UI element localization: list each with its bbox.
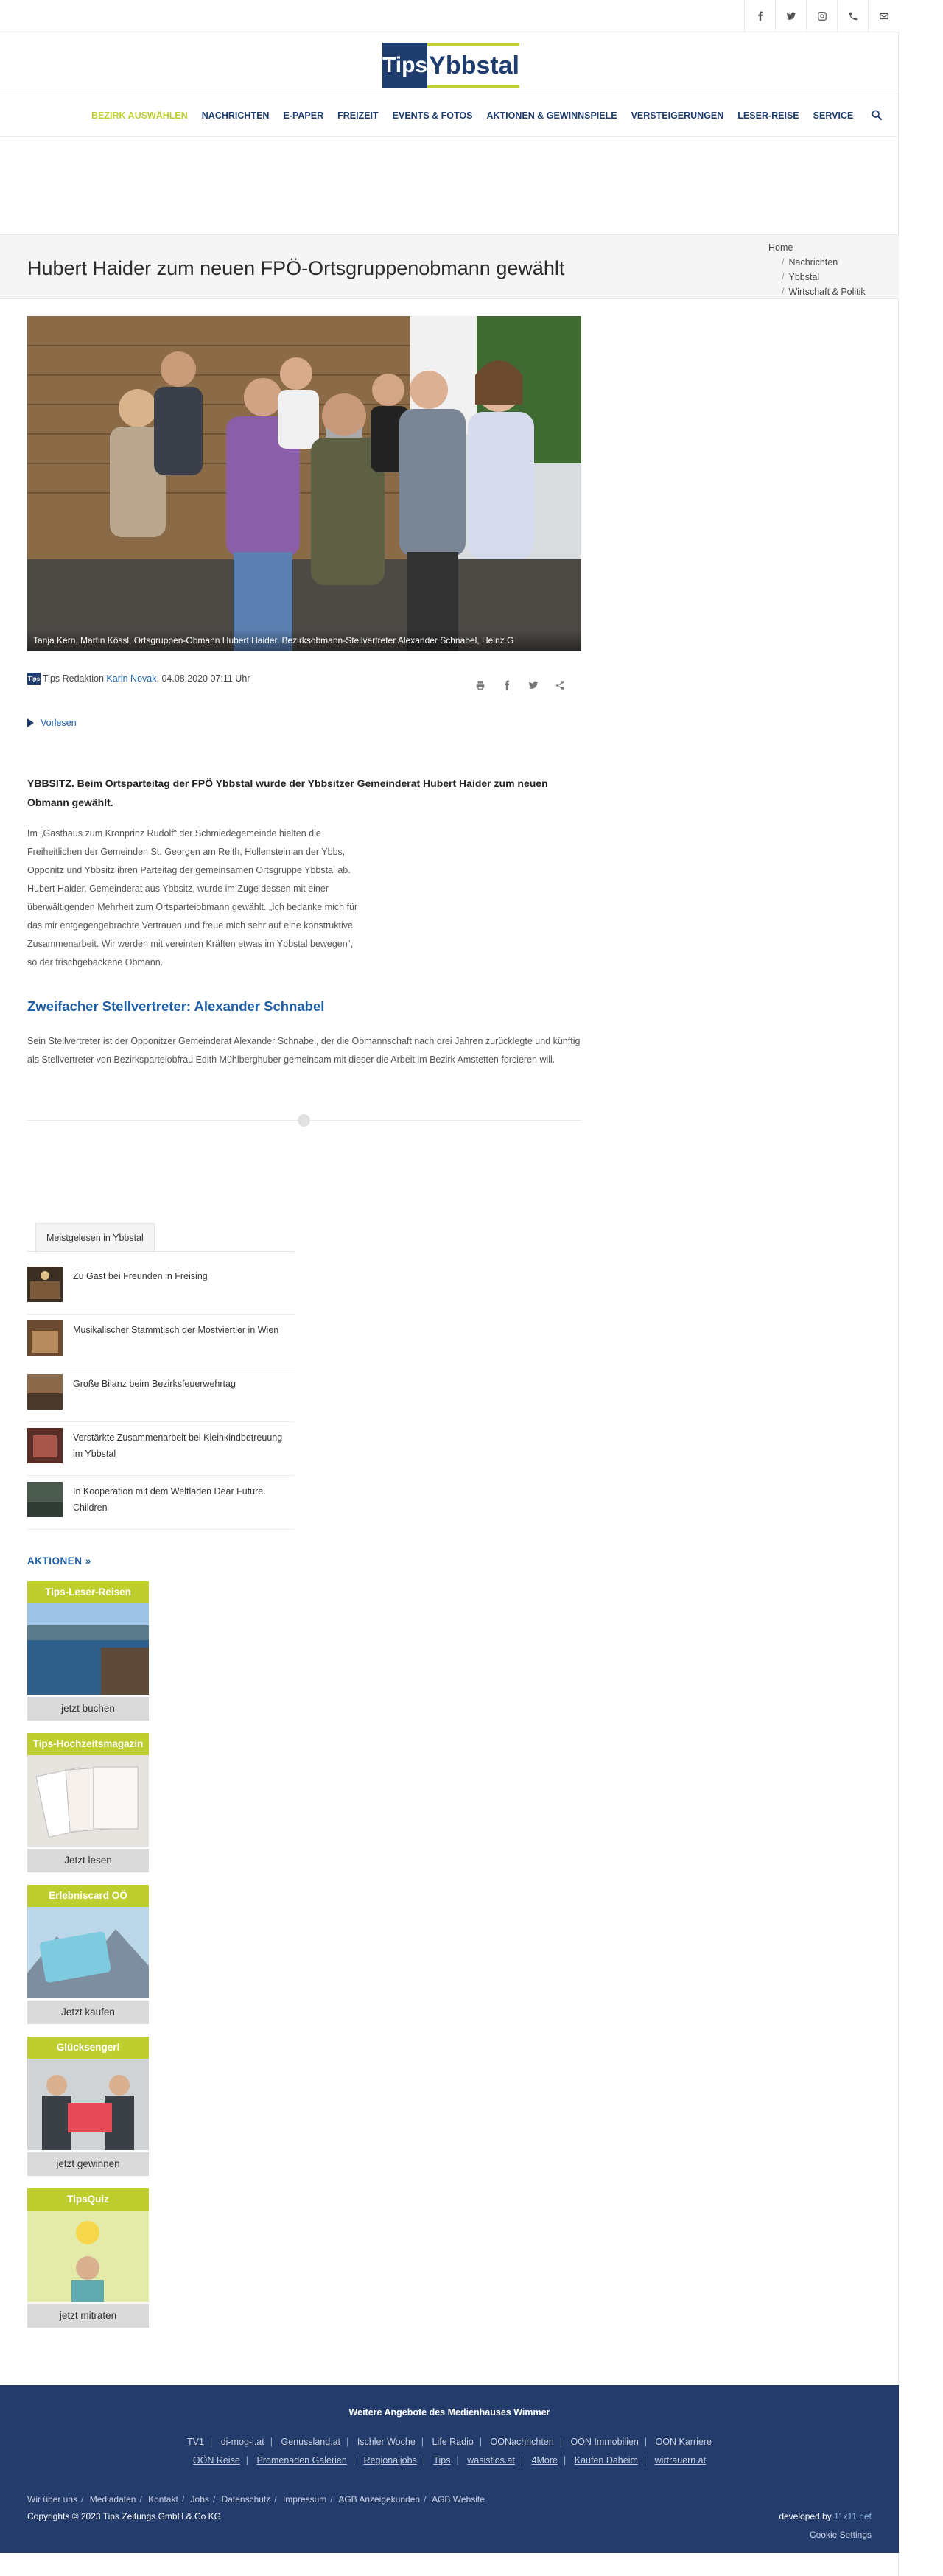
article-subheading: Zweifacher Stellvertreter: Alexander Schnabel bbox=[27, 998, 325, 1014]
promo-image bbox=[27, 1907, 149, 1998]
print-icon[interactable] bbox=[467, 676, 494, 694]
site-logo[interactable] bbox=[382, 43, 519, 88]
promo-title: Erlebniscard OÖ bbox=[27, 1885, 149, 1907]
footer-link[interactable]: TV1 bbox=[187, 2437, 204, 2447]
instagram-icon[interactable] bbox=[806, 0, 837, 32]
main-navigation bbox=[0, 94, 899, 137]
breadcrumb-home[interactable]: Home bbox=[768, 242, 793, 253]
aktionen-heading[interactable]: AKTIONEN » bbox=[27, 1555, 91, 1567]
promo-image bbox=[27, 1603, 149, 1695]
nav-item-nachrichten[interactable]: NACHRICHTEN bbox=[201, 111, 270, 121]
article-lead: YBBSITZ. Beim Ortsparteitag der FPÖ Ybbstal wurde der Ybbsitzer Gemeinderat Hubert Haider zum neuen Obmann gewählt. bbox=[27, 777, 548, 808]
promo-card-erlebniscard[interactable] bbox=[27, 1885, 149, 2024]
list-item[interactable] bbox=[27, 1368, 294, 1422]
breadcrumb-ybbstal[interactable]: Ybbstal bbox=[788, 272, 820, 282]
facebook-share-icon[interactable] bbox=[494, 676, 520, 694]
thumbnail-image bbox=[27, 1374, 63, 1410]
footer-heading: Weitere Angebote des Medienhauses Wimmer bbox=[348, 2407, 550, 2418]
author-link[interactable]: Karin Novak bbox=[106, 673, 157, 684]
share-icon[interactable] bbox=[547, 676, 573, 694]
copyright: Copyrights © 2023 Tips Zeitungs GmbH & Co KG bbox=[27, 2511, 221, 2521]
list-item-title: Zu Gast bei Freunden in Freising bbox=[73, 1271, 208, 1281]
phone-icon[interactable] bbox=[837, 0, 868, 32]
promo-image bbox=[27, 1755, 149, 1847]
page-title: Hubert Haider zum neuen FPÖ-Ortsgruppenobmann gewählt bbox=[27, 257, 565, 279]
developer-prefix: developed by bbox=[779, 2511, 835, 2521]
footer-link[interactable]: Impressum bbox=[282, 2494, 327, 2505]
breadcrumb-wirtschaft-politik[interactable]: Wirtschaft & Politik bbox=[788, 287, 866, 297]
most-read-list bbox=[27, 1261, 294, 1530]
list-item[interactable] bbox=[27, 1476, 294, 1530]
footer-link[interactable]: Kaufen Daheim bbox=[574, 2455, 638, 2465]
list-item[interactable] bbox=[27, 1261, 294, 1315]
promo-card-gluecksengerl[interactable] bbox=[27, 2037, 149, 2176]
breadcrumb-nachrichten[interactable]: Nachrichten bbox=[788, 257, 838, 267]
article-paragraph-2: Sein Stellvertreter ist der Opponitzer Gemeinderat Alexander Schnabel, der die Obmannschaft nach drei Jahren zurücklegte und künftig als Stellvertreter von Bezirksparteiobfrau Edith Mühlberghuber gemeinsam mit dieser die Arbeit im Bezirk Amstetten forcieren will. bbox=[27, 1036, 581, 1065]
developer-credit bbox=[779, 2511, 872, 2521]
nav-item-bezirk[interactable]: BEZIRK AUSWÄHLEN bbox=[91, 111, 188, 121]
promo-card-leser-reisen[interactable] bbox=[27, 1581, 149, 1721]
footer-link[interactable]: OÖNachrichten bbox=[490, 2437, 554, 2447]
nav-item-epaper[interactable]: E-PAPER bbox=[283, 111, 324, 121]
footer-link[interactable]: Ischler Woche bbox=[357, 2437, 416, 2447]
footer-link[interactable]: Mediadaten bbox=[89, 2494, 136, 2505]
footer-link[interactable]: Datenschutz bbox=[221, 2494, 271, 2505]
list-item-title: Musikalischer Stammtisch der Mostviertler in Wien bbox=[73, 1325, 279, 1335]
footer-link[interactable]: Tips bbox=[433, 2455, 451, 2465]
tab-meistgelesen[interactable]: Meistgelesen in Ybbstal bbox=[35, 1223, 155, 1251]
footer-partner-links-row-1: TV1 | di-mog-i.at | Genussland.at | Ischler Woche | Life Radio | OÖNachrichten | OÖN Immobilien | OÖN Karriere bbox=[187, 2437, 712, 2447]
image-caption: Tanja Kern, Martin Kössl, Ortsgruppen-Obmann Hubert Haider, Bezirksobmann-Stellvertreter Alexander Schnabel, Heinz G bbox=[27, 629, 581, 651]
share-bar bbox=[467, 676, 573, 694]
meta-prefix: Tips Redaktion bbox=[43, 673, 104, 684]
nav-item-service[interactable]: SERVICE bbox=[813, 111, 854, 121]
footer-link[interactable]: Kontakt bbox=[148, 2494, 178, 2505]
twitter-icon[interactable] bbox=[775, 0, 806, 32]
promo-title: TipsQuiz bbox=[27, 2188, 149, 2211]
group-photo bbox=[27, 316, 581, 651]
tips-badge-icon: Tips bbox=[27, 673, 41, 685]
thumbnail-image bbox=[27, 1482, 63, 1517]
footer-link[interactable]: AGB Anzeigekunden bbox=[338, 2494, 421, 2505]
footer-link[interactable]: Promenaden Galerien bbox=[256, 2455, 347, 2465]
footer-link[interactable]: wirtrauern.at bbox=[654, 2455, 707, 2465]
article-meta bbox=[27, 673, 250, 685]
article-date: , 04.08.2020 07:11 Uhr bbox=[156, 673, 250, 684]
article-paragraph-1: Im „Gasthaus zum Kronprinz Rudolf“ der Schmiedegemeinde hielten die Freiheitlichen der Gemeinden St. Georgen am Reith, Hollenstein an der Ybbs, Opponitz und Ybbsitz ihren Parteitag der gemeinsamen Ortsgruppe Ybbstal ab. Hubert Haider, Gemeinderat aus Ybbsitz, wurde im Zuge dessen mit einer überwältigenden Mehrheit zum Ortsparteiobmann gewählt. „Ich bedanke mich für das mir entgegengebrachte Vertrauen und freue mich sehr auf eine konstruktive Zusammenarbeit. Wir werden mit vereinten Kräften etwas im Ybbstal bewegen“, so der frischgebackene Obmann. bbox=[27, 828, 358, 967]
footer-link[interactable]: OÖN Karriere bbox=[655, 2437, 712, 2447]
read-aloud-label: Vorlesen bbox=[41, 718, 77, 728]
promo-cta: jetzt mitraten bbox=[27, 2304, 149, 2328]
tab-underline bbox=[27, 1251, 294, 1252]
promo-image bbox=[27, 2211, 149, 2302]
footer-link[interactable]: di-mog-i.at bbox=[220, 2437, 264, 2447]
page-outside-area bbox=[899, 0, 943, 2576]
promo-cta: jetzt gewinnen bbox=[27, 2152, 149, 2176]
thumbnail-image bbox=[27, 1320, 63, 1356]
promo-cta: Jetzt lesen bbox=[27, 1849, 149, 1872]
article-title-band bbox=[0, 234, 899, 299]
footer-link[interactable]: Life Radio bbox=[432, 2437, 474, 2447]
promo-cta: jetzt buchen bbox=[27, 1697, 149, 1721]
promo-cta: Jetzt kaufen bbox=[27, 2001, 149, 2024]
content-divider bbox=[27, 1120, 581, 1121]
article-hero-image[interactable] bbox=[27, 316, 581, 651]
footer-link[interactable]: Wir über uns bbox=[27, 2494, 78, 2505]
promo-card-tipsquiz[interactable] bbox=[27, 2188, 149, 2328]
footer-bottom-links: Wir über uns / Mediadaten / Kontakt / Jobs / Datenschutz / Impressum / AGB Anzeigekunden / AGB Website bbox=[27, 2494, 485, 2505]
promo-title: Glücksengerl bbox=[27, 2037, 149, 2059]
footer-link[interactable]: wasistlos.at bbox=[467, 2455, 515, 2465]
footer-link[interactable]: OÖN Reise bbox=[192, 2455, 240, 2465]
nav-item-versteigerungen[interactable]: VERSTEIGERUNGEN bbox=[631, 111, 724, 121]
list-item[interactable] bbox=[27, 1315, 294, 1368]
twitter-share-icon[interactable] bbox=[520, 676, 547, 694]
breadcrumb: Home / Nachrichten / Ybbstal / Wirtschaft & Politik bbox=[768, 242, 866, 297]
footer-partner-links-row-2: OÖN Reise | Promenaden Galerien | Regionaljobs | Tips | wasistlos.at | 4More | Kaufen Daheim | wirtrauern.at bbox=[192, 2455, 707, 2465]
list-item-title: Verstärkte Zusammenarbeit bei Kleinkindbetreuung im Ybbstal bbox=[73, 1432, 283, 1459]
list-item-title: Große Bilanz beim Bezirksfeuerwehrtag bbox=[73, 1379, 236, 1389]
nav-item-aktionen[interactable]: AKTIONEN & GEWINNSPIELE bbox=[486, 111, 617, 121]
cookie-settings-link[interactable]: Cookie Settings bbox=[809, 2530, 872, 2540]
promo-card-hochzeitsmagazin[interactable] bbox=[27, 1733, 149, 1872]
list-item-title: In Kooperation mit dem Weltladen Dear Future Children bbox=[73, 1486, 264, 1513]
facebook-icon[interactable] bbox=[744, 0, 775, 32]
promo-title: Tips-Leser-Reisen bbox=[27, 1581, 149, 1603]
read-aloud-button[interactable] bbox=[27, 718, 77, 728]
list-item[interactable] bbox=[27, 1422, 294, 1476]
footer-link[interactable]: Jobs bbox=[190, 2494, 209, 2505]
footer-link[interactable]: Genussland.at bbox=[281, 2437, 341, 2447]
thumbnail-image bbox=[27, 1267, 63, 1302]
thumbnail-image bbox=[27, 1428, 63, 1463]
header-logo-area bbox=[0, 32, 899, 94]
footer-link[interactable]: AGB Website bbox=[432, 2494, 485, 2505]
logo-tips: Tips bbox=[382, 43, 427, 88]
nav-item-events[interactable]: EVENTS & FOTOS bbox=[392, 111, 473, 121]
social-bar bbox=[0, 0, 899, 32]
search-icon[interactable] bbox=[871, 109, 883, 121]
nav-item-leser-reise[interactable]: LESER-REISE bbox=[737, 111, 799, 121]
footer-link[interactable]: 4More bbox=[531, 2455, 558, 2465]
site-footer bbox=[0, 2385, 899, 2553]
logo-region: Ybbstal bbox=[427, 43, 519, 88]
developer-link[interactable]: 11x11.net bbox=[834, 2511, 872, 2521]
footer-link[interactable]: Regionaljobs bbox=[363, 2455, 417, 2465]
promo-title: Tips-Hochzeitsmagazin bbox=[27, 1733, 149, 1755]
footer-link[interactable]: OÖN Immobilien bbox=[570, 2437, 639, 2447]
promo-image bbox=[27, 2059, 149, 2150]
play-icon bbox=[27, 718, 34, 727]
mail-icon[interactable] bbox=[868, 0, 899, 32]
nav-item-freizeit[interactable]: FREIZEIT bbox=[337, 111, 379, 121]
